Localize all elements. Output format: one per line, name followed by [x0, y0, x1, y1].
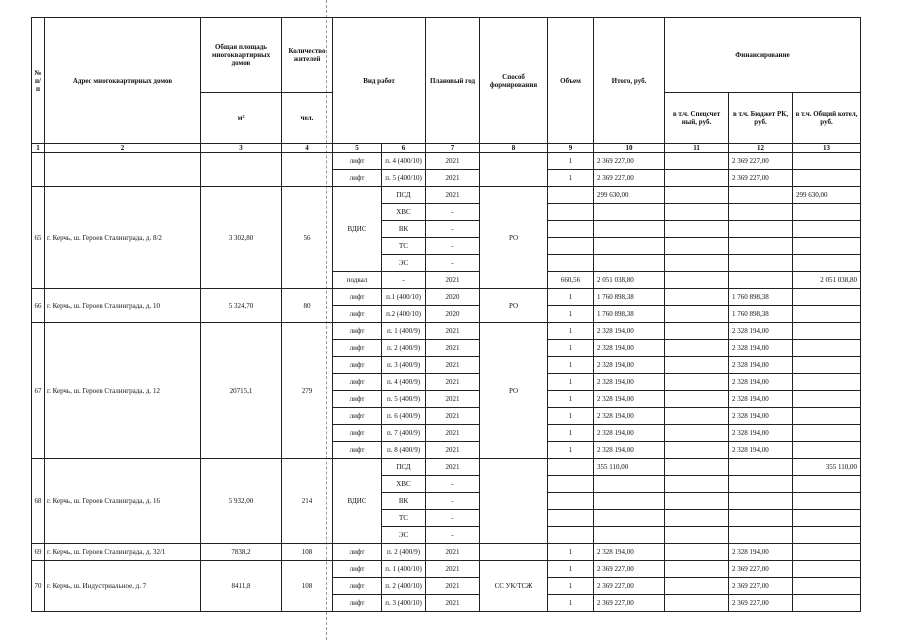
- row-address: г. Керчь, ш. Героев Сталинграда, д. 12: [45, 323, 201, 459]
- total-amount: 2 328 194,00: [594, 425, 665, 442]
- work-type: лифт: [333, 578, 382, 595]
- work-subtype: п. 1 (400/10): [382, 561, 426, 578]
- plan-year: 2021: [426, 357, 480, 374]
- plan-year: 2021: [426, 170, 480, 187]
- plan-year: 2021: [426, 153, 480, 170]
- fin-budget: 2 328 194,00: [729, 323, 793, 340]
- plan-year: 2021: [426, 544, 480, 561]
- total-amount: 2 369 227,00: [594, 595, 665, 612]
- work-subtype: п. 1 (400/9): [382, 323, 426, 340]
- work-subtype: ВК: [382, 493, 426, 510]
- work-type: лифт: [333, 408, 382, 425]
- work-subtype: ТС: [382, 238, 426, 255]
- fin-budget: [729, 255, 793, 272]
- volume: [548, 255, 594, 272]
- col-number: 2: [45, 144, 201, 153]
- fin-common: [793, 442, 861, 459]
- fin-common: [793, 408, 861, 425]
- fin-special: [665, 425, 729, 442]
- fin-special: [665, 459, 729, 476]
- fin-budget: 2 328 194,00: [729, 340, 793, 357]
- col-number: 3: [201, 144, 282, 153]
- total-amount: 2 328 194,00: [594, 408, 665, 425]
- fin-common: 299 630,00: [793, 187, 861, 204]
- total-amount: 2 369 227,00: [594, 170, 665, 187]
- plan-year: 2021: [426, 408, 480, 425]
- col-number: 7: [426, 144, 480, 153]
- row-residents: 108: [282, 561, 333, 612]
- plan-year: 2020: [426, 289, 480, 306]
- table-row: [32, 544, 861, 561]
- fin-special: [665, 204, 729, 221]
- fin-common: [793, 255, 861, 272]
- row-num: 65: [32, 187, 45, 289]
- row-address: г. Керчь, ш. Героев Сталинграда, д. 10: [45, 289, 201, 323]
- volume: 1: [548, 544, 594, 561]
- total-amount: 2 328 194,00: [594, 323, 665, 340]
- volume: 660,56: [548, 272, 594, 289]
- col-number: 9: [548, 144, 594, 153]
- fin-budget: 2 328 194,00: [729, 391, 793, 408]
- fin-budget: 2 328 194,00: [729, 425, 793, 442]
- fin-budget: 2 369 227,00: [729, 561, 793, 578]
- fin-special: [665, 408, 729, 425]
- method: РО: [480, 289, 548, 323]
- row-address: г. Керчь, ш. Героев Сталинграда, д. 32/1: [45, 544, 201, 561]
- fin-common: [793, 510, 861, 527]
- volume: [548, 493, 594, 510]
- method: [480, 153, 548, 187]
- fin-budget: 2 328 194,00: [729, 357, 793, 374]
- fin-common: [793, 425, 861, 442]
- fin-common: [793, 170, 861, 187]
- work-subtype: -: [382, 272, 426, 289]
- col-num-header: № п/ п: [32, 18, 45, 144]
- method: СС УК/ТСЖ: [480, 561, 548, 612]
- fin-budget: 2 328 194,00: [729, 544, 793, 561]
- fin-common: [793, 238, 861, 255]
- fin-budget: 2 369 227,00: [729, 153, 793, 170]
- fin-budget: [729, 476, 793, 493]
- fin-common: [793, 476, 861, 493]
- total-amount: 2 328 194,00: [594, 544, 665, 561]
- total-amount: 2 328 194,00: [594, 442, 665, 459]
- plan-year: -: [426, 238, 480, 255]
- plan-year: 2021: [426, 187, 480, 204]
- fin-budget: [729, 459, 793, 476]
- fin-budget: [729, 510, 793, 527]
- volume: 1: [548, 357, 594, 374]
- total-amount: [594, 510, 665, 527]
- work-type: лифт: [333, 561, 382, 578]
- row-address: г. Керчь, ш. Героев Сталинграда, д. 8/2: [45, 187, 201, 289]
- work-subtype: п. 2 (400/9): [382, 544, 426, 561]
- fin-special: [665, 289, 729, 306]
- fin-budget: 2 369 227,00: [729, 170, 793, 187]
- work-type: ВДИС: [333, 187, 382, 272]
- col-number: 8: [480, 144, 548, 153]
- fin-common: [793, 323, 861, 340]
- col-financing-header: Финансирование: [665, 18, 861, 93]
- volume: 1: [548, 408, 594, 425]
- fin-common: [793, 204, 861, 221]
- total-amount: [594, 238, 665, 255]
- plan-year: 2021: [426, 374, 480, 391]
- col-number: 1: [32, 144, 45, 153]
- fin-budget: [729, 238, 793, 255]
- col-method-header: Способ формирования: [480, 18, 548, 144]
- work-type: лифт: [333, 374, 382, 391]
- row-residents: 279: [282, 323, 333, 459]
- fin-budget: [729, 204, 793, 221]
- fin-special: [665, 493, 729, 510]
- fin-common: [793, 289, 861, 306]
- volume: 1: [548, 170, 594, 187]
- table-row: [32, 459, 861, 476]
- fin-budget: [729, 493, 793, 510]
- volume: 1: [548, 306, 594, 323]
- row-area: [201, 153, 282, 187]
- work-subtype: п. 4 (400/9): [382, 374, 426, 391]
- fin-special: [665, 238, 729, 255]
- row-num: 68: [32, 459, 45, 544]
- total-amount: 2 369 227,00: [594, 561, 665, 578]
- plan-year: 2021: [426, 391, 480, 408]
- work-subtype: ТС: [382, 510, 426, 527]
- total-amount: 2 328 194,00: [594, 357, 665, 374]
- work-subtype: п. 2 (400/10): [382, 578, 426, 595]
- total-amount: [594, 527, 665, 544]
- work-type: лифт: [333, 595, 382, 612]
- work-type: ВДИС: [333, 459, 382, 544]
- fin-special: [665, 544, 729, 561]
- work-type: лифт: [333, 357, 382, 374]
- row-area: 5 324,70: [201, 289, 282, 323]
- row-area: 8411,8: [201, 561, 282, 612]
- work-subtype: п. 4 (400/10): [382, 153, 426, 170]
- fin-special: [665, 357, 729, 374]
- work-subtype: ХВС: [382, 476, 426, 493]
- work-subtype: п. 3 (400/10): [382, 595, 426, 612]
- fin-special: [665, 187, 729, 204]
- row-num: 69: [32, 544, 45, 561]
- volume: 1: [548, 323, 594, 340]
- row-residents: 108: [282, 544, 333, 561]
- col-volume-header: Объем: [548, 18, 594, 144]
- volume: 1: [548, 595, 594, 612]
- table-row: [32, 153, 861, 170]
- total-amount: 2 328 194,00: [594, 340, 665, 357]
- row-area: 5 932,00: [201, 459, 282, 544]
- work-subtype: п. 8 (400/9): [382, 442, 426, 459]
- fin-common: [793, 306, 861, 323]
- total-amount: [594, 204, 665, 221]
- fin-special: [665, 153, 729, 170]
- table-header: [32, 18, 861, 153]
- fin-special: [665, 255, 729, 272]
- fin-budget: [729, 527, 793, 544]
- fin-common: [793, 595, 861, 612]
- work-type: лифт: [333, 323, 382, 340]
- fin-common-header: в т.ч. Общий котел, руб.: [793, 93, 861, 144]
- fin-special: [665, 221, 729, 238]
- work-subtype: п. 3 (400/9): [382, 357, 426, 374]
- fin-budget: 2 328 194,00: [729, 408, 793, 425]
- volume: [548, 527, 594, 544]
- row-num: [32, 153, 45, 187]
- work-subtype: п. 6 (400/9): [382, 408, 426, 425]
- volume: 1: [548, 391, 594, 408]
- work-subtype: ВК: [382, 221, 426, 238]
- volume: 1: [548, 442, 594, 459]
- fin-budget: [729, 272, 793, 289]
- row-area: 7838,2: [201, 544, 282, 561]
- fin-special: [665, 340, 729, 357]
- plan-year: -: [426, 510, 480, 527]
- work-subtype: ПСД: [382, 459, 426, 476]
- fin-common: [793, 374, 861, 391]
- plan-year: 2021: [426, 578, 480, 595]
- fin-budget: 2 328 194,00: [729, 374, 793, 391]
- work-subtype: п. 2 (400/9): [382, 340, 426, 357]
- plan-year: 2021: [426, 323, 480, 340]
- table-row: [32, 289, 861, 306]
- total-amount: [594, 476, 665, 493]
- fin-special: [665, 595, 729, 612]
- fin-common: [793, 527, 861, 544]
- table-row: [32, 187, 861, 204]
- work-type: лифт: [333, 153, 382, 170]
- col-year-header: Плановый год: [426, 18, 480, 144]
- total-amount: 299 630,00: [594, 187, 665, 204]
- table-row: [32, 323, 861, 340]
- fin-special: [665, 578, 729, 595]
- plan-year: -: [426, 221, 480, 238]
- plan-year: 2021: [426, 272, 480, 289]
- volume: 1: [548, 153, 594, 170]
- total-amount: [594, 493, 665, 510]
- total-amount: 355 110,00: [594, 459, 665, 476]
- row-address: г. Керчь, ш. Индустриальное, д. 7: [45, 561, 201, 612]
- volume: [548, 238, 594, 255]
- fin-special: [665, 527, 729, 544]
- row-address: г. Керчь, ш. Героев Сталинграда, д. 16: [45, 459, 201, 544]
- volume: [548, 510, 594, 527]
- row-residents: 80: [282, 289, 333, 323]
- area-unit: м²: [201, 93, 282, 144]
- col-number: 12: [729, 144, 793, 153]
- fin-special: [665, 476, 729, 493]
- fin-special-header: в т.ч. Спецсчет ный, руб.: [665, 93, 729, 144]
- work-subtype: п.1 (400/10): [382, 289, 426, 306]
- work-type: лифт: [333, 289, 382, 306]
- fin-common: [793, 544, 861, 561]
- fin-special: [665, 442, 729, 459]
- work-type: лифт: [333, 340, 382, 357]
- fin-special: [665, 391, 729, 408]
- fin-budget: 2 328 194,00: [729, 442, 793, 459]
- total-amount: 2 328 194,00: [594, 374, 665, 391]
- volume: [548, 204, 594, 221]
- col-number: 5: [333, 144, 382, 153]
- row-address: [45, 153, 201, 187]
- fin-common: [793, 493, 861, 510]
- col-number: 13: [793, 144, 861, 153]
- col-number: 11: [665, 144, 729, 153]
- plan-year: -: [426, 204, 480, 221]
- col-total-header: Итого, руб.: [594, 18, 665, 144]
- fin-budget: 2 369 227,00: [729, 595, 793, 612]
- col-number: 6: [382, 144, 426, 153]
- col-number: 10: [594, 144, 665, 153]
- work-subtype: ЭС: [382, 527, 426, 544]
- fin-common: [793, 221, 861, 238]
- method: РО: [480, 187, 548, 289]
- volume: [548, 459, 594, 476]
- row-area: 20715,1: [201, 323, 282, 459]
- fin-common: 355 110,00: [793, 459, 861, 476]
- row-num: 66: [32, 289, 45, 323]
- work-subtype: ПСД: [382, 187, 426, 204]
- fin-common: [793, 357, 861, 374]
- plan-year: -: [426, 493, 480, 510]
- row-residents: 56: [282, 187, 333, 289]
- work-type: лифт: [333, 306, 382, 323]
- fin-special: [665, 374, 729, 391]
- volume: [548, 187, 594, 204]
- plan-year: 2021: [426, 561, 480, 578]
- work-type: лифт: [333, 170, 382, 187]
- volume: 1: [548, 578, 594, 595]
- total-amount: 1 760 898,38: [594, 289, 665, 306]
- row-residents: [282, 153, 333, 187]
- row-num: 67: [32, 323, 45, 459]
- plan-year: -: [426, 527, 480, 544]
- total-amount: 2 369 227,00: [594, 153, 665, 170]
- col-area-header: Общая площадь многоквартирных домов: [201, 18, 282, 93]
- residents-unit: чел.: [282, 93, 333, 144]
- fin-special: [665, 561, 729, 578]
- fin-common: [793, 561, 861, 578]
- total-amount: [594, 255, 665, 272]
- col-work-header: Вид работ: [333, 18, 426, 144]
- column-numbers-row: [32, 144, 861, 153]
- work-type: лифт: [333, 391, 382, 408]
- work-subtype: п. 7 (400/9): [382, 425, 426, 442]
- total-amount: 2 369 227,00: [594, 578, 665, 595]
- method: РО: [480, 323, 548, 459]
- plan-year: 2021: [426, 340, 480, 357]
- fin-budget: 1 760 898,38: [729, 289, 793, 306]
- fin-common: [793, 340, 861, 357]
- volume: 1: [548, 561, 594, 578]
- fin-budget: [729, 221, 793, 238]
- fin-common: [793, 391, 861, 408]
- row-area: 3 302,80: [201, 187, 282, 289]
- volume: [548, 476, 594, 493]
- plan-year: 2021: [426, 459, 480, 476]
- plan-year: -: [426, 476, 480, 493]
- volume: 1: [548, 374, 594, 391]
- method: [480, 459, 548, 544]
- total-amount: [594, 221, 665, 238]
- work-subtype: ЭС: [382, 255, 426, 272]
- plan-year: 2021: [426, 425, 480, 442]
- work-type: лифт: [333, 442, 382, 459]
- method: [480, 544, 548, 561]
- volume: [548, 221, 594, 238]
- work-type: лифт: [333, 544, 382, 561]
- work-type: лифт: [333, 425, 382, 442]
- fin-common: [793, 578, 861, 595]
- col-address-header: Адрес многоквартирных домов: [45, 18, 201, 144]
- plan-year: -: [426, 255, 480, 272]
- col-residents-header: Количество жителей: [282, 18, 333, 93]
- fin-budget: [729, 187, 793, 204]
- col-number: 4: [282, 144, 333, 153]
- volume: 1: [548, 289, 594, 306]
- volume: 1: [548, 340, 594, 357]
- work-subtype: ХВС: [382, 204, 426, 221]
- table-body: [32, 153, 861, 612]
- total-amount: 1 760 898,38: [594, 306, 665, 323]
- plan-year: 2020: [426, 306, 480, 323]
- work-subtype: п.2 (400/10): [382, 306, 426, 323]
- work-subtype: п. 5 (400/10): [382, 170, 426, 187]
- fin-special: [665, 306, 729, 323]
- fin-budget: 1 760 898,38: [729, 306, 793, 323]
- fin-special: [665, 323, 729, 340]
- table-row: [32, 561, 861, 578]
- fin-common: 2 051 038,80: [793, 272, 861, 289]
- work-type: подвал: [333, 272, 382, 289]
- fin-special: [665, 510, 729, 527]
- work-subtype: п. 5 (400/9): [382, 391, 426, 408]
- total-amount: 2 051 038,80: [594, 272, 665, 289]
- capital-repair-table: [31, 17, 861, 612]
- plan-year: 2021: [426, 442, 480, 459]
- fin-budget: 2 369 227,00: [729, 578, 793, 595]
- fin-budget-header: в т.ч. Бюджет РК, руб.: [729, 93, 793, 144]
- row-residents: 214: [282, 459, 333, 544]
- works-table-page: [31, 17, 860, 612]
- fin-special: [665, 272, 729, 289]
- total-amount: 2 328 194,00: [594, 391, 665, 408]
- fin-special: [665, 170, 729, 187]
- plan-year: 2021: [426, 595, 480, 612]
- volume: 1: [548, 425, 594, 442]
- fin-common: [793, 153, 861, 170]
- row-num: 70: [32, 561, 45, 612]
